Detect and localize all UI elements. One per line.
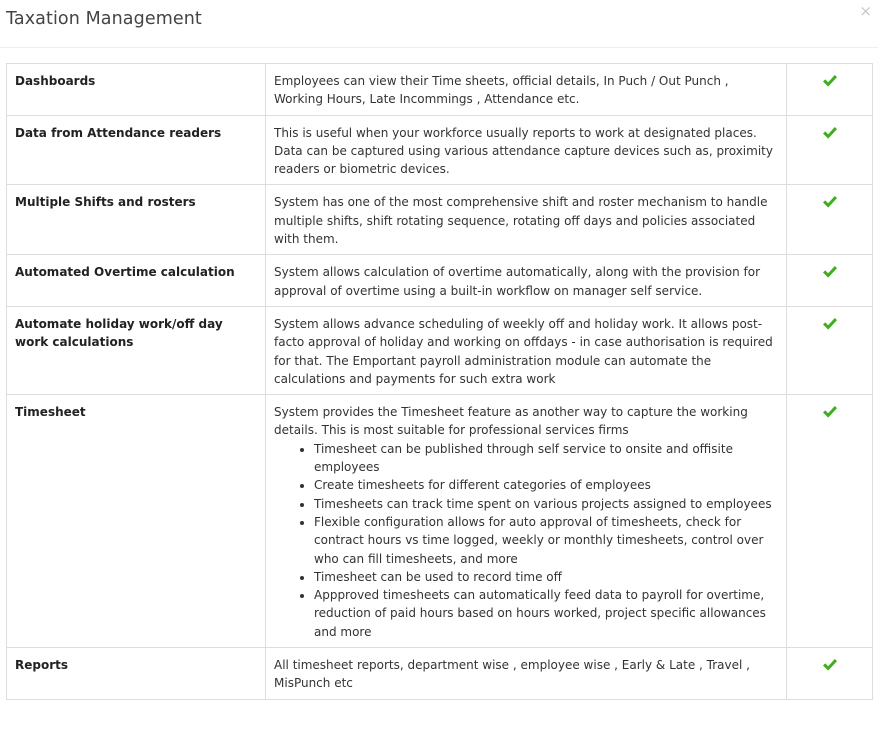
- feature-status-cell: [787, 255, 873, 307]
- feature-bullet-list: [274, 440, 778, 641]
- feature-description-cell: [266, 395, 787, 648]
- feature-status-cell: [787, 306, 873, 394]
- feature-name: Reports: [7, 648, 266, 700]
- feature-row-multiple-shifts-and-rosters: [7, 185, 873, 255]
- feature-description-cell: [266, 185, 787, 255]
- checkmark-icon: [822, 74, 838, 88]
- feature-row-automate-holiday-work-off-day-work-calculations: [7, 306, 873, 394]
- feature-description: System has one of the most comprehensive shift and roster mechanism to handle multiple shifts, shift rotating sequence, rotating off days and policies associated with them.: [274, 195, 768, 247]
- feature-status-cell: [787, 395, 873, 648]
- feature-description: All timesheet reports, department wise , employee wise , Early & Late , Travel , MisPunch etc: [274, 658, 750, 691]
- feature-description-cell: [266, 648, 787, 700]
- feature-row-timesheet: [7, 395, 873, 648]
- feature-row-data-from-attendance-readers: [7, 115, 873, 185]
- checkmark-icon: [822, 265, 838, 279]
- feature-status-cell: [787, 64, 873, 116]
- checkmark-icon: [822, 195, 838, 209]
- feature-name: Automate holiday work/off day work calculations: [7, 306, 266, 394]
- feature-status-cell: [787, 185, 873, 255]
- feature-description: This is useful when your workforce usually reports to work at designated places. Data can be captured using various attendance capture devices such as, proximity readers or biometric devices.: [274, 125, 773, 177]
- feature-row-dashboards: [7, 64, 873, 116]
- feature-row-reports: [7, 648, 873, 700]
- features-table: [6, 63, 873, 700]
- checkmark-icon: [822, 658, 838, 672]
- close-button[interactable]: ×: [859, 2, 872, 20]
- feature-bullet: • Timesheets can track time spent on various projects assigned to employees: [314, 495, 778, 513]
- feature-description-cell: [266, 64, 787, 116]
- checkmark-icon: [822, 317, 838, 331]
- feature-bullet: • Timesheet can be used to record time off: [314, 568, 778, 586]
- feature-bullet: • Create timesheets for different categories of employees: [314, 476, 778, 494]
- feature-description-cell: [266, 115, 787, 185]
- feature-description: System allows calculation of overtime automatically, along with the provision for approval of overtime using a built-in workflow on manager self service.: [274, 265, 761, 298]
- feature-name: Timesheet: [7, 395, 266, 648]
- feature-name: Data from Attendance readers: [7, 115, 266, 185]
- feature-status-cell: [787, 648, 873, 700]
- feature-name: Automated Overtime calculation: [7, 255, 266, 307]
- feature-bullet: • Flexible configuration allows for auto approval of timesheets, check for contract hours vs time logged, weekly or monthly timesheets, control over who can fill timesheets, and more: [314, 513, 778, 568]
- feature-description: Employees can view their Time sheets, official details, In Puch / Out Punch , Working Hours, Late Incommings , Attendance etc.: [274, 74, 729, 107]
- feature-description-cell: [266, 306, 787, 394]
- feature-status-cell: [787, 115, 873, 185]
- modal-header: [0, 0, 878, 48]
- modal-title: Taxation Management: [6, 9, 202, 29]
- feature-name: Multiple Shifts and rosters: [7, 185, 266, 255]
- feature-description: System allows advance scheduling of weekly off and holiday work. It allows post-facto approval of holiday and working on offdays - in case authorisation is required for that. The Emportant payroll administration module can automate the calculations and payments for such extra work: [274, 316, 773, 386]
- feature-bullet: • Timesheet can be published through self service to onsite and offisite employees: [314, 440, 778, 477]
- checkmark-icon: [822, 405, 838, 419]
- feature-row-automated-overtime-calculation: [7, 255, 873, 307]
- feature-bullet: • Appproved timesheets can automatically feed data to payroll for overtime, reduction of paid hours based on hours worked, project specific allowances and more: [314, 586, 778, 641]
- checkmark-icon: [822, 126, 838, 140]
- feature-name: Dashboards: [7, 64, 266, 116]
- feature-description-cell: [266, 255, 787, 307]
- feature-description: System provides the Timesheet feature as another way to capture the working details. This is most suitable for professional services firms: [274, 405, 748, 438]
